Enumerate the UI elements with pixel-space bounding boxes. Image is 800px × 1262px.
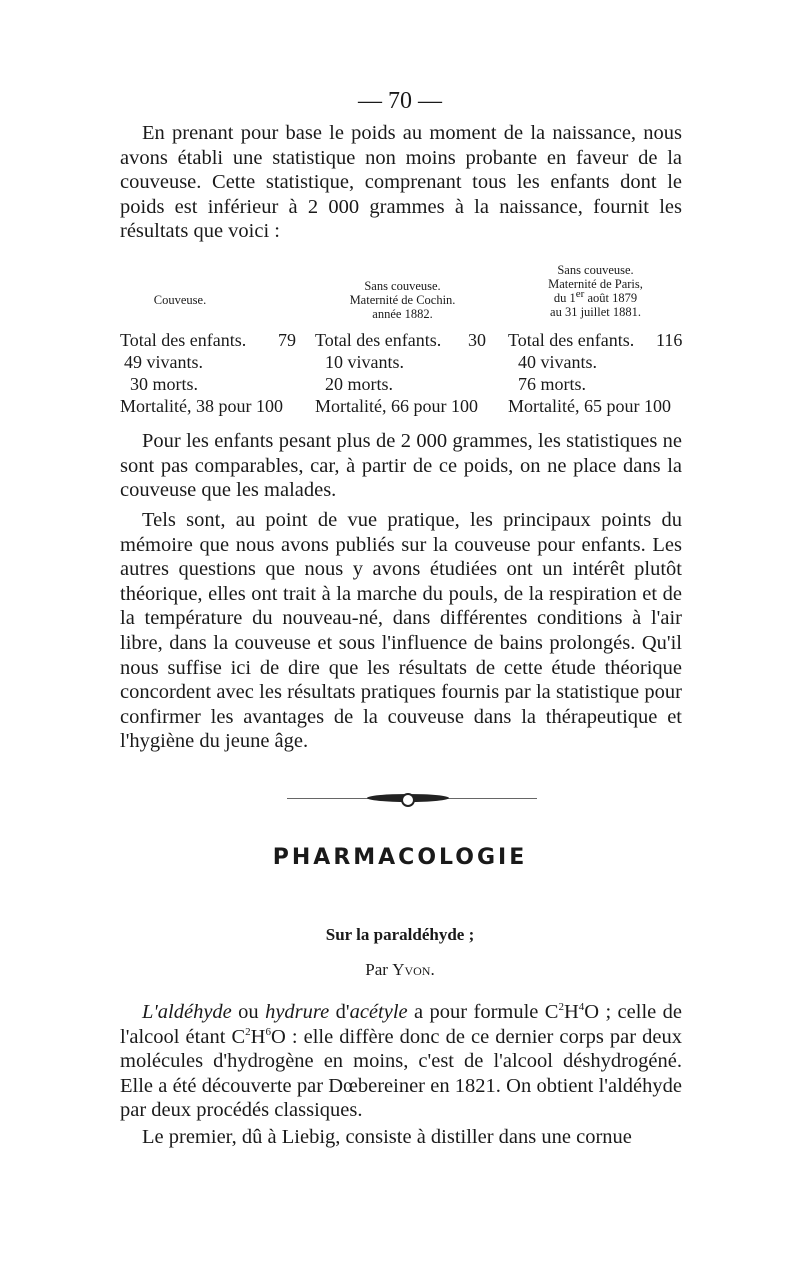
paragraph-conclusion: Tels sont, au point de vue pratique, les principaux points du mémoire que nous avons publiés sur la couveuse pour enfants. Les autres questions que nous y avons étudiées ont un intérêt plutôt théorique, elles ont trait à la marche du pouls, de la respiration et de la température du nouveau-né, dans différentes conditions à l'air libre, dans la couveuse et sous l'influence de bains prolongés. Qu'il nous suffise ici de dire que les résultats de cette étude théorique concordent avec les résultats pratiques fournis par la statistique pour confirmer les avantages de la couveuse dans la thérapeutique et l'hygiène du jeune âge. — [120, 509, 682, 753]
column-header: au 31 juillet 1881. — [550, 305, 641, 319]
stats-column-paris — [508, 263, 683, 417]
paragraph-aldehyde-intro: L'aldéhyde ou hydrure d'acétyle a pour formule $C^2H^4O$ ; celle de l'alcool étant $C^2H^6O$ : elle diffère donc de ce dernier corps par deux molécules d'hydrogène en moins, c'est de l'alcool déshydrogéné. Elle a été découverte par Dœbereiner en 1821. On obtient l'aldéhyde par deux procédés classiques. — [120, 1001, 682, 1122]
vivants-row: 49 vivants. — [124, 352, 203, 372]
column-header: Sans couveuse. — [364, 279, 441, 293]
column-header: Sans couveuse. — [557, 263, 634, 277]
mortalite-row: Mortalité, 65 pour 100 — [508, 396, 671, 416]
paragraph-liebig-method: Le premier, dû à Liebig, consiste à distiller dans une cornue — [142, 1126, 632, 1148]
morts-row: 76 morts. — [518, 374, 587, 394]
article-title: Sur la paraldéhyde ; — [325, 925, 475, 944]
vivants-row: 10 vivants. — [325, 352, 404, 372]
column-header: année 1882. — [372, 307, 433, 321]
total-value: 79 — [278, 330, 296, 350]
paragraph-statistics-intro: En prenant pour base le poids au moment de la naissance, nous avons établi une statistique non moins probante en faveur de la couveuse. Cette statistique, comprenant tous les enfants dont le poids est inférieur à 2 000 grammes à la naissance, fournit les résultats que voici : — [120, 122, 682, 243]
column-header: du 1er août 1879 — [553, 287, 638, 305]
article-byline: Par Yvon. — [365, 960, 435, 979]
mortalite-row: Mortalité, 38 pour 100 — [120, 396, 283, 416]
column-header: Maternité de Paris, — [548, 277, 643, 291]
total-row: Total des enfants. 30 — [315, 330, 486, 350]
column-header: Couveuse. — [153, 293, 207, 307]
stats-column-cochin — [315, 263, 490, 417]
mortalite-row: Mortalité, 66 pour 100 — [315, 396, 478, 416]
total-value: 30 — [468, 330, 486, 350]
total-value: 116 — [656, 330, 683, 350]
section-title: PHARMACOLOGIE — [272, 845, 528, 870]
ornamental-divider — [287, 797, 537, 800]
author-name: Yvon. — [392, 960, 435, 979]
morts-row: 30 morts. — [130, 374, 199, 394]
vivants-row: 40 vivants. — [518, 352, 597, 372]
total-row: Total des enfants. 116 — [508, 330, 683, 350]
page-number: — 70 — — [358, 88, 442, 114]
total-row: Total des enfants. 79 — [120, 330, 296, 350]
stats-column-couveuse — [120, 263, 295, 417]
column-header: Maternité de Cochin. — [349, 293, 456, 307]
morts-row: 20 morts. — [325, 374, 394, 394]
paragraph-over-2000g: Pour les enfants pesant plus de 2 000 grammes, les statistiques ne sont pas comparables, car, à partir de ce poids, on ne place dans la couveuse que les malades. — [120, 430, 682, 502]
